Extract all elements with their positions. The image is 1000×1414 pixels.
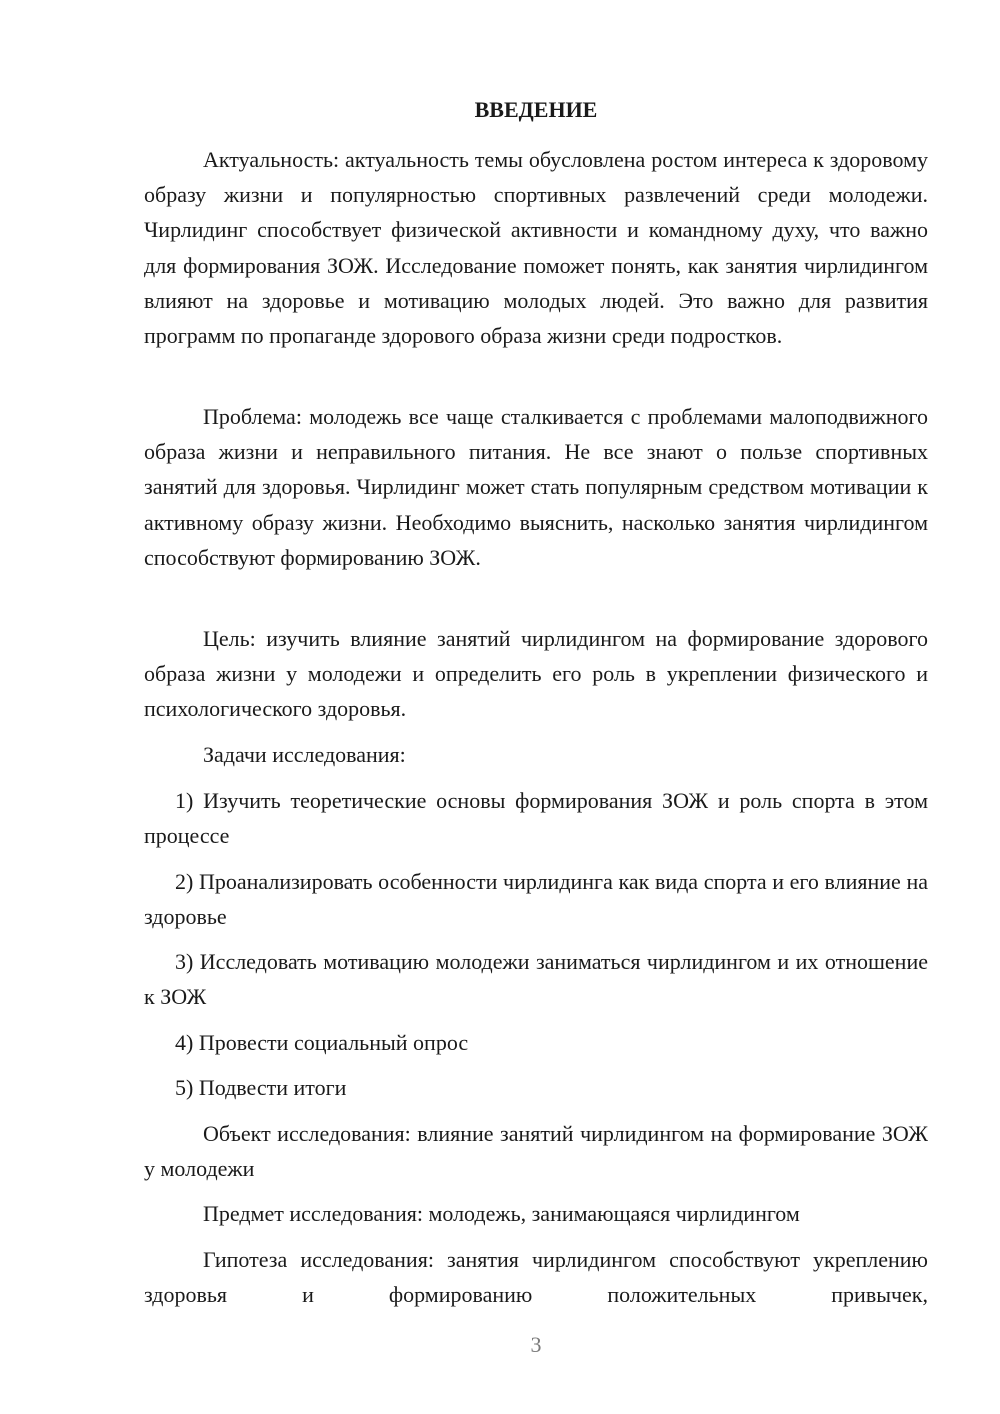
hypothesis-paragraph: Гипотеза исследования: занятия чирлидингом способствуют укреплению здоровья и формированию положительных привычек, (144, 1247, 928, 1308)
tasks-heading: Задачи исследования: (203, 742, 406, 767)
section-title: ВВЕДЕНИЕ (474, 97, 598, 122)
goal-paragraph: Цель: изучить влияние занятий чирлидингом на формирование здорового образа жизни у молодежи и определить его роль в укреплении физического и психологического здоровья. (144, 626, 928, 722)
subject-paragraph: Предмет исследования: молодежь, занимающаяся чирлидингом (203, 1201, 800, 1226)
object-paragraph: Объект исследования: влияние занятий чирлидингом на формирование ЗОЖ у молодежи (144, 1121, 928, 1182)
task-item-1: 1) Изучить теоретические основы формирования ЗОЖ и роль спорта в этом процессе (144, 788, 928, 849)
task-item-3: 3) Исследовать мотивацию молодежи заниматься чирлидингом и их отношение к ЗОЖ (144, 949, 928, 1010)
problem-paragraph: Проблема: молодежь все чаще сталкивается с проблемами малоподвижного образа жизни и неправильного питания. Не все знают о пользе спортивных занятий для здоровья. Чирлидинг может стать популярным средством мотивации к активному образу жизни. Необходимо выяснить, насколько занятия чирлидингом способствуют формированию ЗОЖ. (144, 404, 928, 570)
page-number: 3 (530, 1332, 542, 1357)
task-item-4: 4) Провести социальный опрос (175, 1030, 469, 1055)
relevance-paragraph: Актуальность: актуальность темы обусловлена ростом интереса к здоровому образу жизни и популярностью спортивных развлечений среди молодежи. Чирлидинг способствует физической активности и командному духу, что важно для формирования ЗОЖ. Исследование поможет понять, как занятия чирлидингом влияют на здоровье и мотивацию молодых людей. Это важно для развития программ по пропаганде здорового образа жизни среди подростков. (144, 147, 928, 349)
task-item-5: 5) Подвести итоги (175, 1075, 347, 1100)
task-item-2: 2) Проанализировать особенности чирлидинга как вида спорта и его влияние на здоровье (144, 869, 928, 930)
